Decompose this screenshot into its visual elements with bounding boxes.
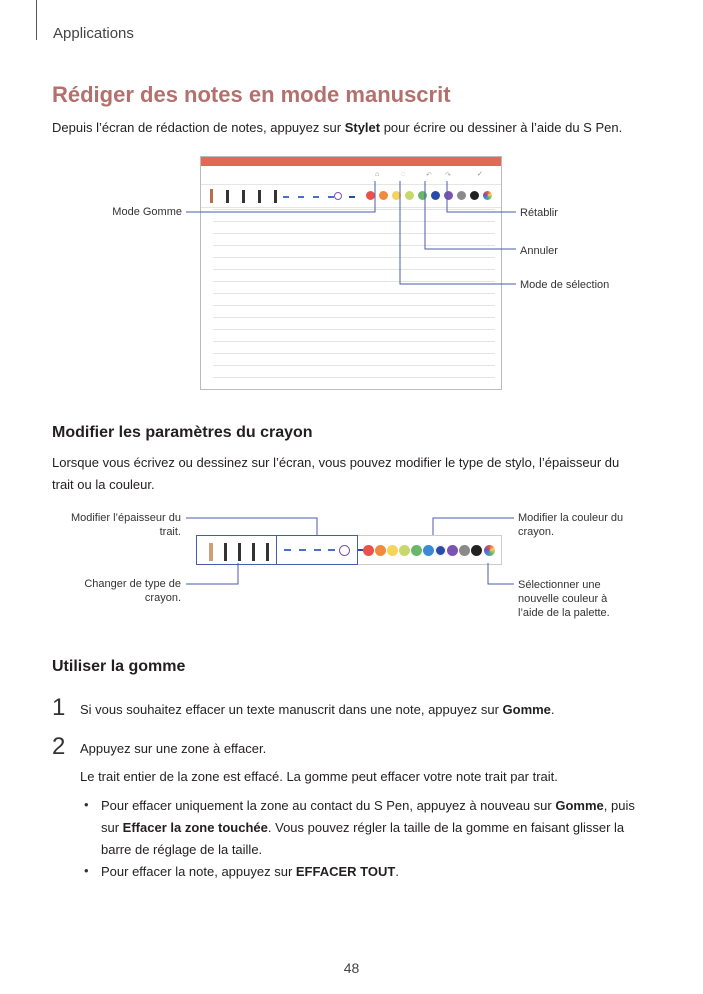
leader-color [433, 518, 514, 535]
palette-icon [484, 545, 495, 556]
pen-icon [274, 190, 277, 203]
pen-icon [210, 189, 213, 203]
color-swatch [405, 191, 414, 200]
step-2-detail: Le trait entier de la zone est effacé. La gomme peut effacer votre note trait par trait. [80, 769, 558, 784]
callout-color: Modifier la couleur du crayon. [518, 512, 624, 538]
pen-icon [242, 190, 245, 203]
color-swatch [379, 191, 388, 200]
callout-pen-type: Changer de type de crayon. [84, 578, 181, 604]
color-swatch [392, 191, 401, 200]
color-swatch-selected [435, 545, 446, 556]
color-swatch [399, 545, 410, 556]
color-swatch [375, 545, 386, 556]
leader-pen-type [186, 563, 238, 584]
screenshot-pen-bar [201, 185, 501, 208]
color-swatch [363, 545, 374, 556]
thickness-icon [313, 196, 319, 198]
callout-redo: Rétablir [520, 207, 558, 219]
selection-icon: ◌ [401, 171, 406, 178]
pen-type-highlight [196, 535, 277, 565]
color-swatch [471, 545, 482, 556]
pen-settings-paragraph: Lorsque vous écrivez ou dessinez sur l’écran, vous pouvez modifier le type de stylo, l’épaisseur du trait ou la couleur. [52, 455, 620, 492]
page-title: Rédiger des notes en mode manuscrit [52, 82, 451, 107]
pen-icon [258, 190, 261, 203]
color-swatch [387, 545, 398, 556]
check-icon: ✓ [477, 171, 483, 178]
color-swatch [447, 545, 458, 556]
callout-undo: Annuler [520, 245, 558, 257]
color-swatch [457, 191, 466, 200]
eraser-heading: Utiliser la gomme [52, 658, 186, 675]
leader-thickness [186, 518, 317, 535]
bullet-1-text: Pour effacer uniquement la zone au contact du S Pen, appuyez à nouveau sur Gomme, puis sur Effacer la zone touchée. Vous pouvez régler la taille de la gomme en faisant glisser la barre de réglage de la taille. [101, 798, 635, 857]
color-swatch-selected [431, 191, 440, 200]
color-swatch [444, 191, 453, 200]
screenshot-toolbar [201, 166, 501, 185]
bullet-icon: • [84, 797, 89, 812]
undo-icon: ↶ [426, 172, 432, 179]
color-swatch [411, 545, 422, 556]
pen-settings-heading: Modifier les paramètres du crayon [52, 424, 313, 441]
callout-eraser-mode: Mode Gomme [112, 206, 182, 218]
color-swatch [418, 191, 427, 200]
palette-icon [483, 191, 492, 200]
callout-thickness: Modifier l’épaisseur du trait. [70, 512, 181, 538]
color-swatch [470, 191, 479, 200]
redo-icon: ↷ [445, 172, 451, 179]
step-number: 2 [52, 733, 66, 760]
color-swatch [423, 545, 434, 556]
ruled-paper [213, 209, 495, 381]
step-number: 1 [52, 694, 66, 721]
screenshot-titlebar [201, 157, 501, 166]
step-1-text: Si vous souhaitez effacer un texte manuscrit dans une note, appuyez sur Gomme. [80, 702, 555, 717]
eraser-icon: ⌂ [375, 171, 380, 178]
callout-selection-mode: Mode de sélection [520, 279, 610, 291]
color-swatch [366, 191, 375, 200]
thickness-highlight [276, 535, 358, 565]
thickness-icon [349, 196, 355, 198]
callout-palette: Sélectionner une nouvelle couleur à l’aide de la palette. [518, 579, 610, 619]
bullet-icon: • [84, 863, 89, 878]
notes-screenshot [200, 156, 502, 390]
thickness-icon [283, 196, 289, 198]
thickness-selected-icon [334, 192, 342, 200]
section-label: Applications [53, 25, 134, 42]
color-swatch [459, 545, 470, 556]
page-number: 48 [343, 960, 360, 976]
bullet-2-text: Pour effacer la note, appuyez sur EFFACER TOUT. [101, 864, 399, 879]
intro-paragraph: Depuis l’écran de rédaction de notes, appuyez sur Stylet pour écrire ou dessiner à l’aide du S Pen. [52, 120, 623, 135]
pen-icon [226, 190, 229, 203]
leader-palette [488, 563, 514, 584]
step-2-text: Appuyez sur une zone à effacer. [80, 741, 267, 756]
thickness-icon [298, 196, 304, 198]
header-rule [36, 0, 37, 40]
